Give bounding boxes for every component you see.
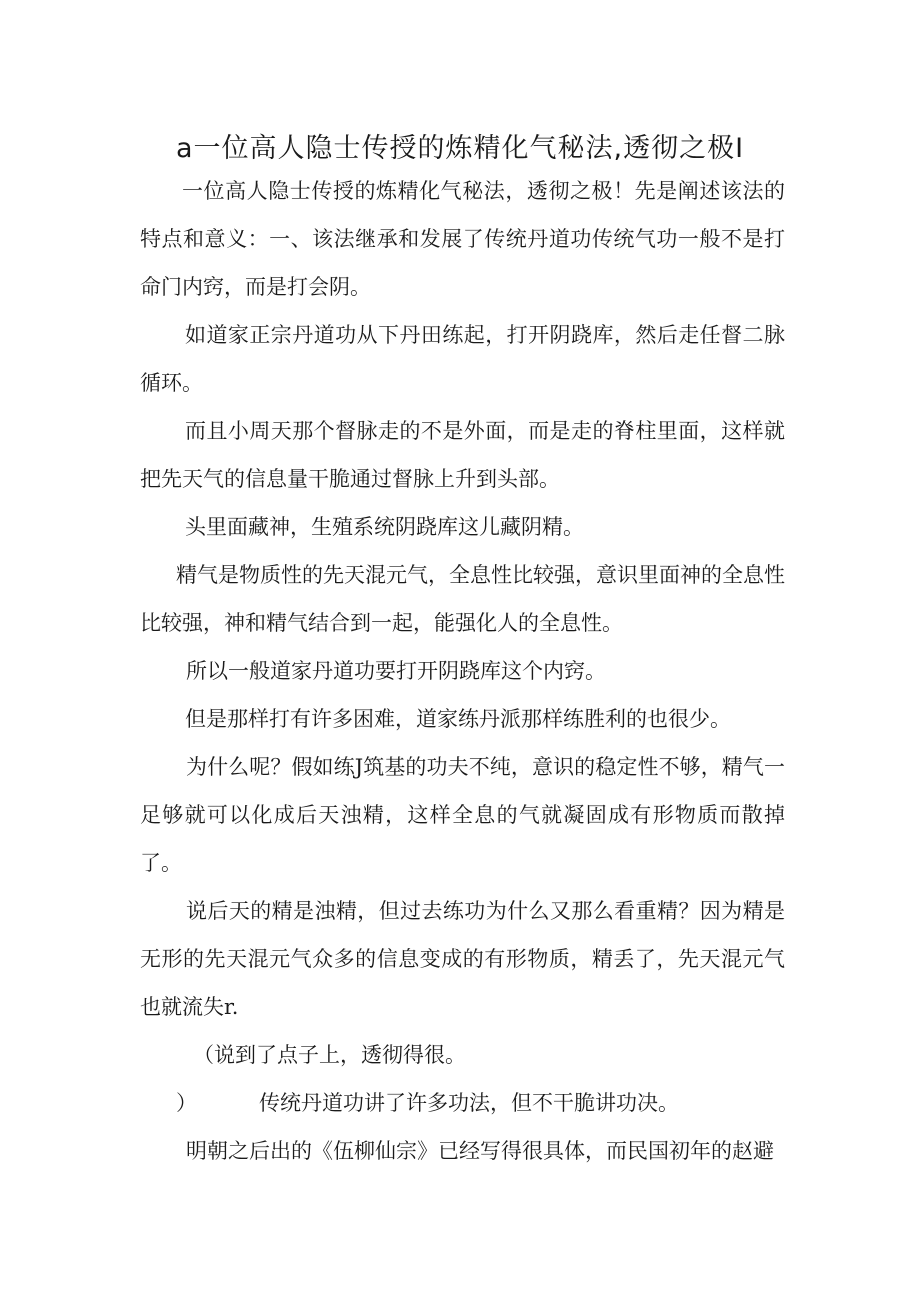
paragraph: 精气是物质性的先天混元气，全息性比较强，意识里面神的全息性比较强，神和精气结合到一起，能强化人的全息性。 — [140, 563, 785, 635]
paragraph: 而且小周天那个督脉走的不是外面，而是走的脊柱里面，这样就把先天气的信息量干脆通过督脉上升到头部。 — [140, 419, 785, 491]
paragraph: 为什么呢？假如练J筑基的功夫不纯，意识的稳定性不够，精气一足够就可以化成后天浊精，这样全息的气就凝固成有形物质而散掉了。 — [140, 755, 785, 875]
paragraph: （说到了点子上，透彻得很。 — [193, 1043, 466, 1067]
paragraph: 如道家正宗丹道功从下丹田练起，打开阴跷库，然后走任督二脉循环。 — [140, 323, 785, 395]
paragraph-text: 传统丹道功讲了许多功法，但不干脆讲功决。 — [259, 1091, 679, 1115]
paragraph: 明朝之后出的《伍柳仙宗》已经写得很具体，而民国初年的赵避 — [186, 1139, 774, 1163]
closing-paren: ） — [176, 1091, 197, 1115]
paragraph: 一位高人隐士传授的炼精化气秘法，透彻之极！先是阐述该法的特点和意义：一、该法继承和发展了传统丹道功传统气功一般不是打命门内窍，而是打会阴。 — [140, 179, 785, 299]
document-title: a一位高人隐士传授的炼精化气秘法,透彻之极I — [175, 133, 745, 165]
paragraph: 但是那样打有许多困难，道家练丹派那样练胜利的也很少。 — [185, 707, 731, 731]
paragraph: 说后天的精是浊精，但过去练功为什么又那么看重精？因为精是无形的先天混元气众多的信息变成的有形物质，精丢了，先天混元气也就流失r. — [140, 899, 785, 1019]
paragraph: 所以一般道家丹道功要打开阴跷库这个内窍。 — [186, 659, 606, 683]
paragraph — [140, 1079, 785, 1127]
paragraph: 头里面藏神，生殖系统阴跷库这儿藏阴精。 — [185, 515, 584, 539]
